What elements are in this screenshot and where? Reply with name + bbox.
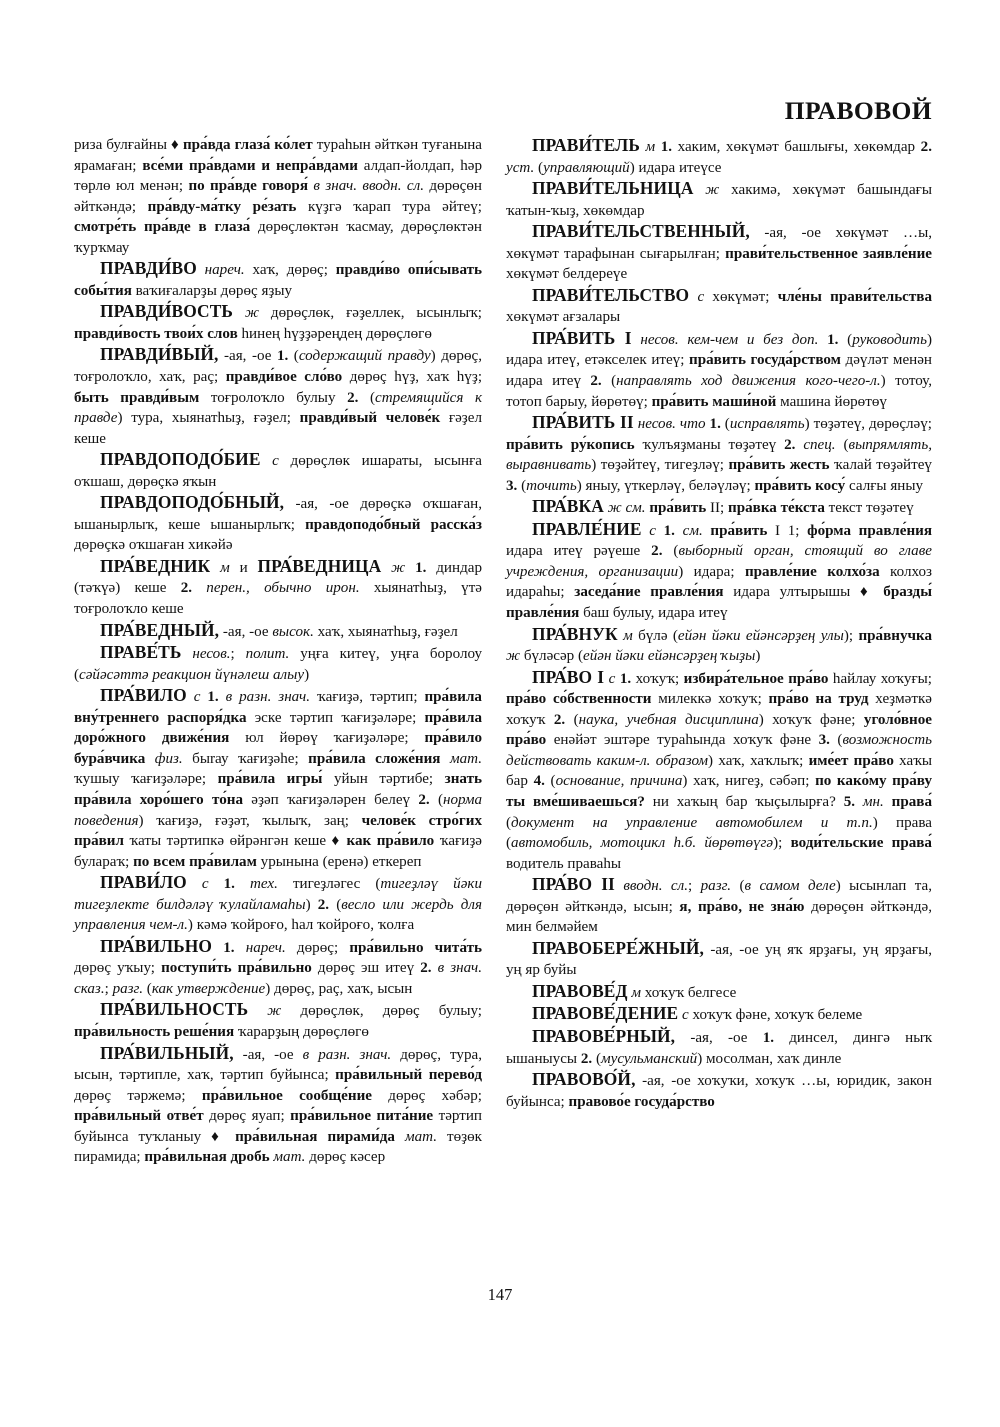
- entry-continuation: риза булғайны ♦ пра́вда глаза́ ко́лет тураһын әйткән туғанына ярамаған; все́ми пра́вдами и непра́вдами алдап-йолдап, һәр төрлө юл менән; по пра́вде говоря́ в знач. вводн. сл. дөрөçөн әйткәндә; пра́вду-ма́тку ре́зать күҙгә ҡарап тура әйтеү; смотре́ть пра́вде в глаза́ дөрөçлөктән ҡасмау, дөрөçлөктән ҡурҡмау: [74, 137, 483, 256]
- dictionary-entry: ПРА́ВО I с 1. хоҡуҡ; избира́тельное пра́во һайлау хоҡуғы; пра́во со́бственности милеккә хоҡуҡ; пра́во на труд хеҙмәткә хоҡуҡ 2. (наука, учебная дисциплина) хоҡуҡ фәне; уголо́вное пра́во енәйәт эштәре тураһында хоҡуҡ фәне 3. (возможность действовать каким-л. образом) хаҡ, хаҡлыҡ; име́ет пра́во хаҡы бар 4. (основание, причина) хаҡ, нигеҙ, сәбәп; по како́му пра́ву ты вме́шиваешься? ни хаҡың бар ҡыçылырға? 5. мн. права́ (документ на управление автомобилем и т.п.) права (автомобиль, мотоцикл һ.б. йөрөтөүгә); води́тельские права́ водитель праваһы: [506, 666, 933, 872]
- dictionary-entry: ПРАВИ́ТЕЛЬНИЦА ж хакимә, хөкүмәт башындағы ҡатын-ҡыҙ, хөкөмдар: [506, 178, 932, 219]
- dictionary-entry: ПРА́ВКА ж см. пра́вить II; пра́вка те́кста текст төҙәтеү: [532, 496, 914, 517]
- dictionary-entry: ПРА́ВЕДНИК м и ПРА́ВЕДНИЦА ж 1. диндар (тәҡүә) кеше 2. перен., обычно ирон. хыянатһыҙ, үтә тоғролоҡло кеше: [74, 555, 482, 618]
- dictionary-entry: ПРАВОВЕ́Д м хоҡуҡ белгесе: [532, 980, 737, 1001]
- dictionary-entry: ПРАВДОПОДО́БНЫЙ, -ая, -ое дөрөçкә оҡшаған, ышанырлыҡ, кеше ышанырлыҡ; правдоподо́бный расска́з дөрөçкә оҡшаған хикәйә: [74, 492, 482, 554]
- dictionary-entry: ПРАВОВЕ́ДЕНИЕ с хоҡуҡ фәне, хоҡуҡ белеме: [532, 1003, 863, 1024]
- dictionary-entry: ПРА́ВИЛЬНО 1. нареч. дөрөç; пра́вильно чита́ть дөрөç уҡыу; поступи́ть пра́вильно дөрөç эш итеү 2. в знач. сказ.; разг. (как утверждение) дөрөç, раç, хаҡ, ысын: [74, 935, 483, 997]
- dictionary-entry: ПРАВИ́ТЕЛЬСТВО с хөкүмәт; чле́ны прави́тельства хөкүмәт ағзалары: [506, 284, 932, 326]
- page-number: 147: [487, 1285, 513, 1304]
- dictionary-entry: ПРА́ВО II вводн. сл.; разг. (в самом деле) ысынлап та, дөрөçөн әйткәндә, ысын; я, пра́во, не зна́ю дөрөçөн әйткәндә, мин белмәйем: [506, 874, 933, 936]
- column-left: [74, 135, 482, 1168]
- dictionary-entry: ПРАВДИ́ВОСТЬ ж дөрөçлөк, ғәҙеллек, ысынлыҡ; правди́вость твои́х слов һинең һүҙҙәреңдең дөрөçлөгө: [74, 301, 482, 342]
- dictionary-entry: ПРА́ВЕДНЫЙ, -ая, -ое высок. хаҡ, хыянатһыҙ, ғәҙел: [100, 619, 458, 640]
- dictionary-entry: ПРАВЛЕ́НИЕ с 1. см. пра́вить I 1; фо́рма правле́ния идара итеү рәүеше 2. (выборный орган, стоящий во главе учреждения, организации) идара; правле́ние колхо́за колхоз идараһы; заседа́ние правле́ния идара ултырышы ♦ бразды́ правле́ния баш булыу, идара итеү: [506, 518, 933, 622]
- dictionary-entry: ПРАВЕ́ТЬ несов.; полит. уңға китеү, уңға боролоу (сәйәсәттә реакцион йүнәлеш алыу): [74, 642, 483, 683]
- dictionary-entry: ПРАВДОПОДО́БИЕ с дөрөçлөк ишараты, ысынға оҡшаш, дөрөçкә яҡын: [74, 449, 482, 490]
- running-head: ПРАВОВОЙ: [784, 96, 932, 125]
- dictionary-entry: ПРАВИ́ТЕЛЬСТВЕННЫЙ, -ая, -ое хөкүмәт …ы, хөкүмәт тарафынан сығарылған; прави́тельственное заявле́ние хөкүмәт белдереүе: [506, 221, 932, 283]
- text-columns: [0, 135, 1000, 1280]
- dictionary-entry: ПРА́ВИЛЬНЫЙ, -ая, -ое в разн. знач. дөрөç, тура, ысын, тәртипле, хаҡ, тәртип буйынса; пра́вильный перево́д дөрөç тәржемә; пра́вильное сообще́ние дөрөç хәбәр; пра́вильный отве́т дөрөç яуап; пра́вильное пита́ние тәртип буйынса туҡланыу ♦ пра́вильная пирами́да мат. төҙөк пирамида; пра́вильная дробь мат. дөрөç кәсер: [74, 1042, 483, 1166]
- dictionary-entry: ПРАВОБЕРЕ́ЖНЫЙ, -ая, -ое уң яҡ ярҙағы, уң ярҙағы, уң яр буйы: [506, 937, 932, 979]
- column-right: [506, 135, 932, 1112]
- dictionary-entry: ПРАВИ́ТЕЛЬ м 1. хаким, хөкүмәт башлығы, хөкөмдар 2. уст. (управляющий) идара итеүсе: [506, 135, 932, 176]
- dictionary-entry: ПРА́ВИТЬ II несов. что 1. (исправлять) төҙәтеү, дөрөçләү; пра́вить ру́копись ҡулъяҙманы төҙәтеү 2. спец. (выпрямлять, выравнивать) төҙәйтеү, тигеҙләү; пра́вить жесть ҡалай төҙәйтеү 3. (точить) яныу, үткерләү, беләүләү; пра́вить косу́ салғы яныу: [506, 412, 932, 494]
- dictionary-entry: ПРА́ВИТЬ I несов. кем-чем и без доп. 1. (руководить) идара итеү, етәкселек итеү; пра́вить госуда́рством дәүләт менән идара итеү 2. (направлять ход движения кого-чего-л.) тотоу, тотоп барыу, йөрөтөү; пра́вить маши́ной машина йөрөтөү: [506, 327, 933, 410]
- dictionary-entry: ПРАВОВО́Й, -ая, -ое хоҡуҡи, хоҡуҡ …ы, юридик, закон буйынса; правово́е госуда́рство: [506, 1069, 932, 1110]
- dictionary-entry: ПРА́ВНУК м бүлә (ейән йәки ейәнсәрҙең улы); пра́внучка ж бүләсәр (ейән йәки ейәнсәрҙең ҡыҙы): [506, 623, 933, 665]
- dictionary-entry: ПРАВИ́ЛО с 1. тех. тигеҙләгес (тигеҙләү йәки тигеҙлекте билдәләү ҡулайламаһы) 2. (весло или жердь для управления чем-л.) кәмә ҡойроғо, һал ҡойроғо, ҡолға: [74, 872, 482, 934]
- dictionary-entry: ПРА́ВИЛО с 1. в разн. знач. ҡағиҙә, тәртип; пра́вила вну́треннего распоря́дка эске тәртип ҡағиҙәләре; пра́вила доро́жного движе́ния юл йөрөү ҡағиҙәләре; пра́вило бура́вчика физ. быrау ҡағиҙәһе; пра́вила сложе́ния мат. ҡушыу ҡағиҙәләре; пра́вила игры́ уйын тәртибе; знать пра́вила хоро́шего то́на әҙәп ҡағиҙәләрен белеү 2. (норма поведения) ҡағиҙә, ғәҙәт, ҡылыҡ, заң; челове́к стро́гих пра́вил ҡаты тәртипкә өйрәнгән кеше ♦ как пра́вило ҡағиҙә булараҡ; по всем пра́вилам урынына (еренә) еткереп: [74, 685, 483, 870]
- dictionary-entry: ПРАВОВЕ́РНЫЙ, -ая, -ое 1. динсел, дингә ныҡ ышаныусы 2. (мусульманский) мосолман, хаҡ динле: [506, 1025, 932, 1067]
- dictionary-entry: ПРАВДИ́ВО нареч. хаҡ, дөрөç; правди́во опи́сывать собы́тия ваҡиғаларҙы дөрөç яҙыу: [74, 258, 482, 299]
- dictionary-entry: ПРА́ВИЛЬНОСТЬ ж дөрөçлөк, дөрөç булыу; пра́вильность реше́ния ҡарарҙың дөрөçлөгө: [74, 999, 483, 1040]
- dictionary-entry: ПРАВДИ́ВЫЙ, -ая, -ое 1. (содержащий правду) дөрөç, тоғролоҡло, хаҡ, раç; правди́вое сло́во дөрөç һүҙ, хаҡ һүҙ; быть правди́вым тоғролоҡло булыу 2. (стремящийся к правде) тура, хыянатһыҙ, ғәҙел; правди́вый челове́к ғәҙел кеше: [74, 344, 483, 447]
